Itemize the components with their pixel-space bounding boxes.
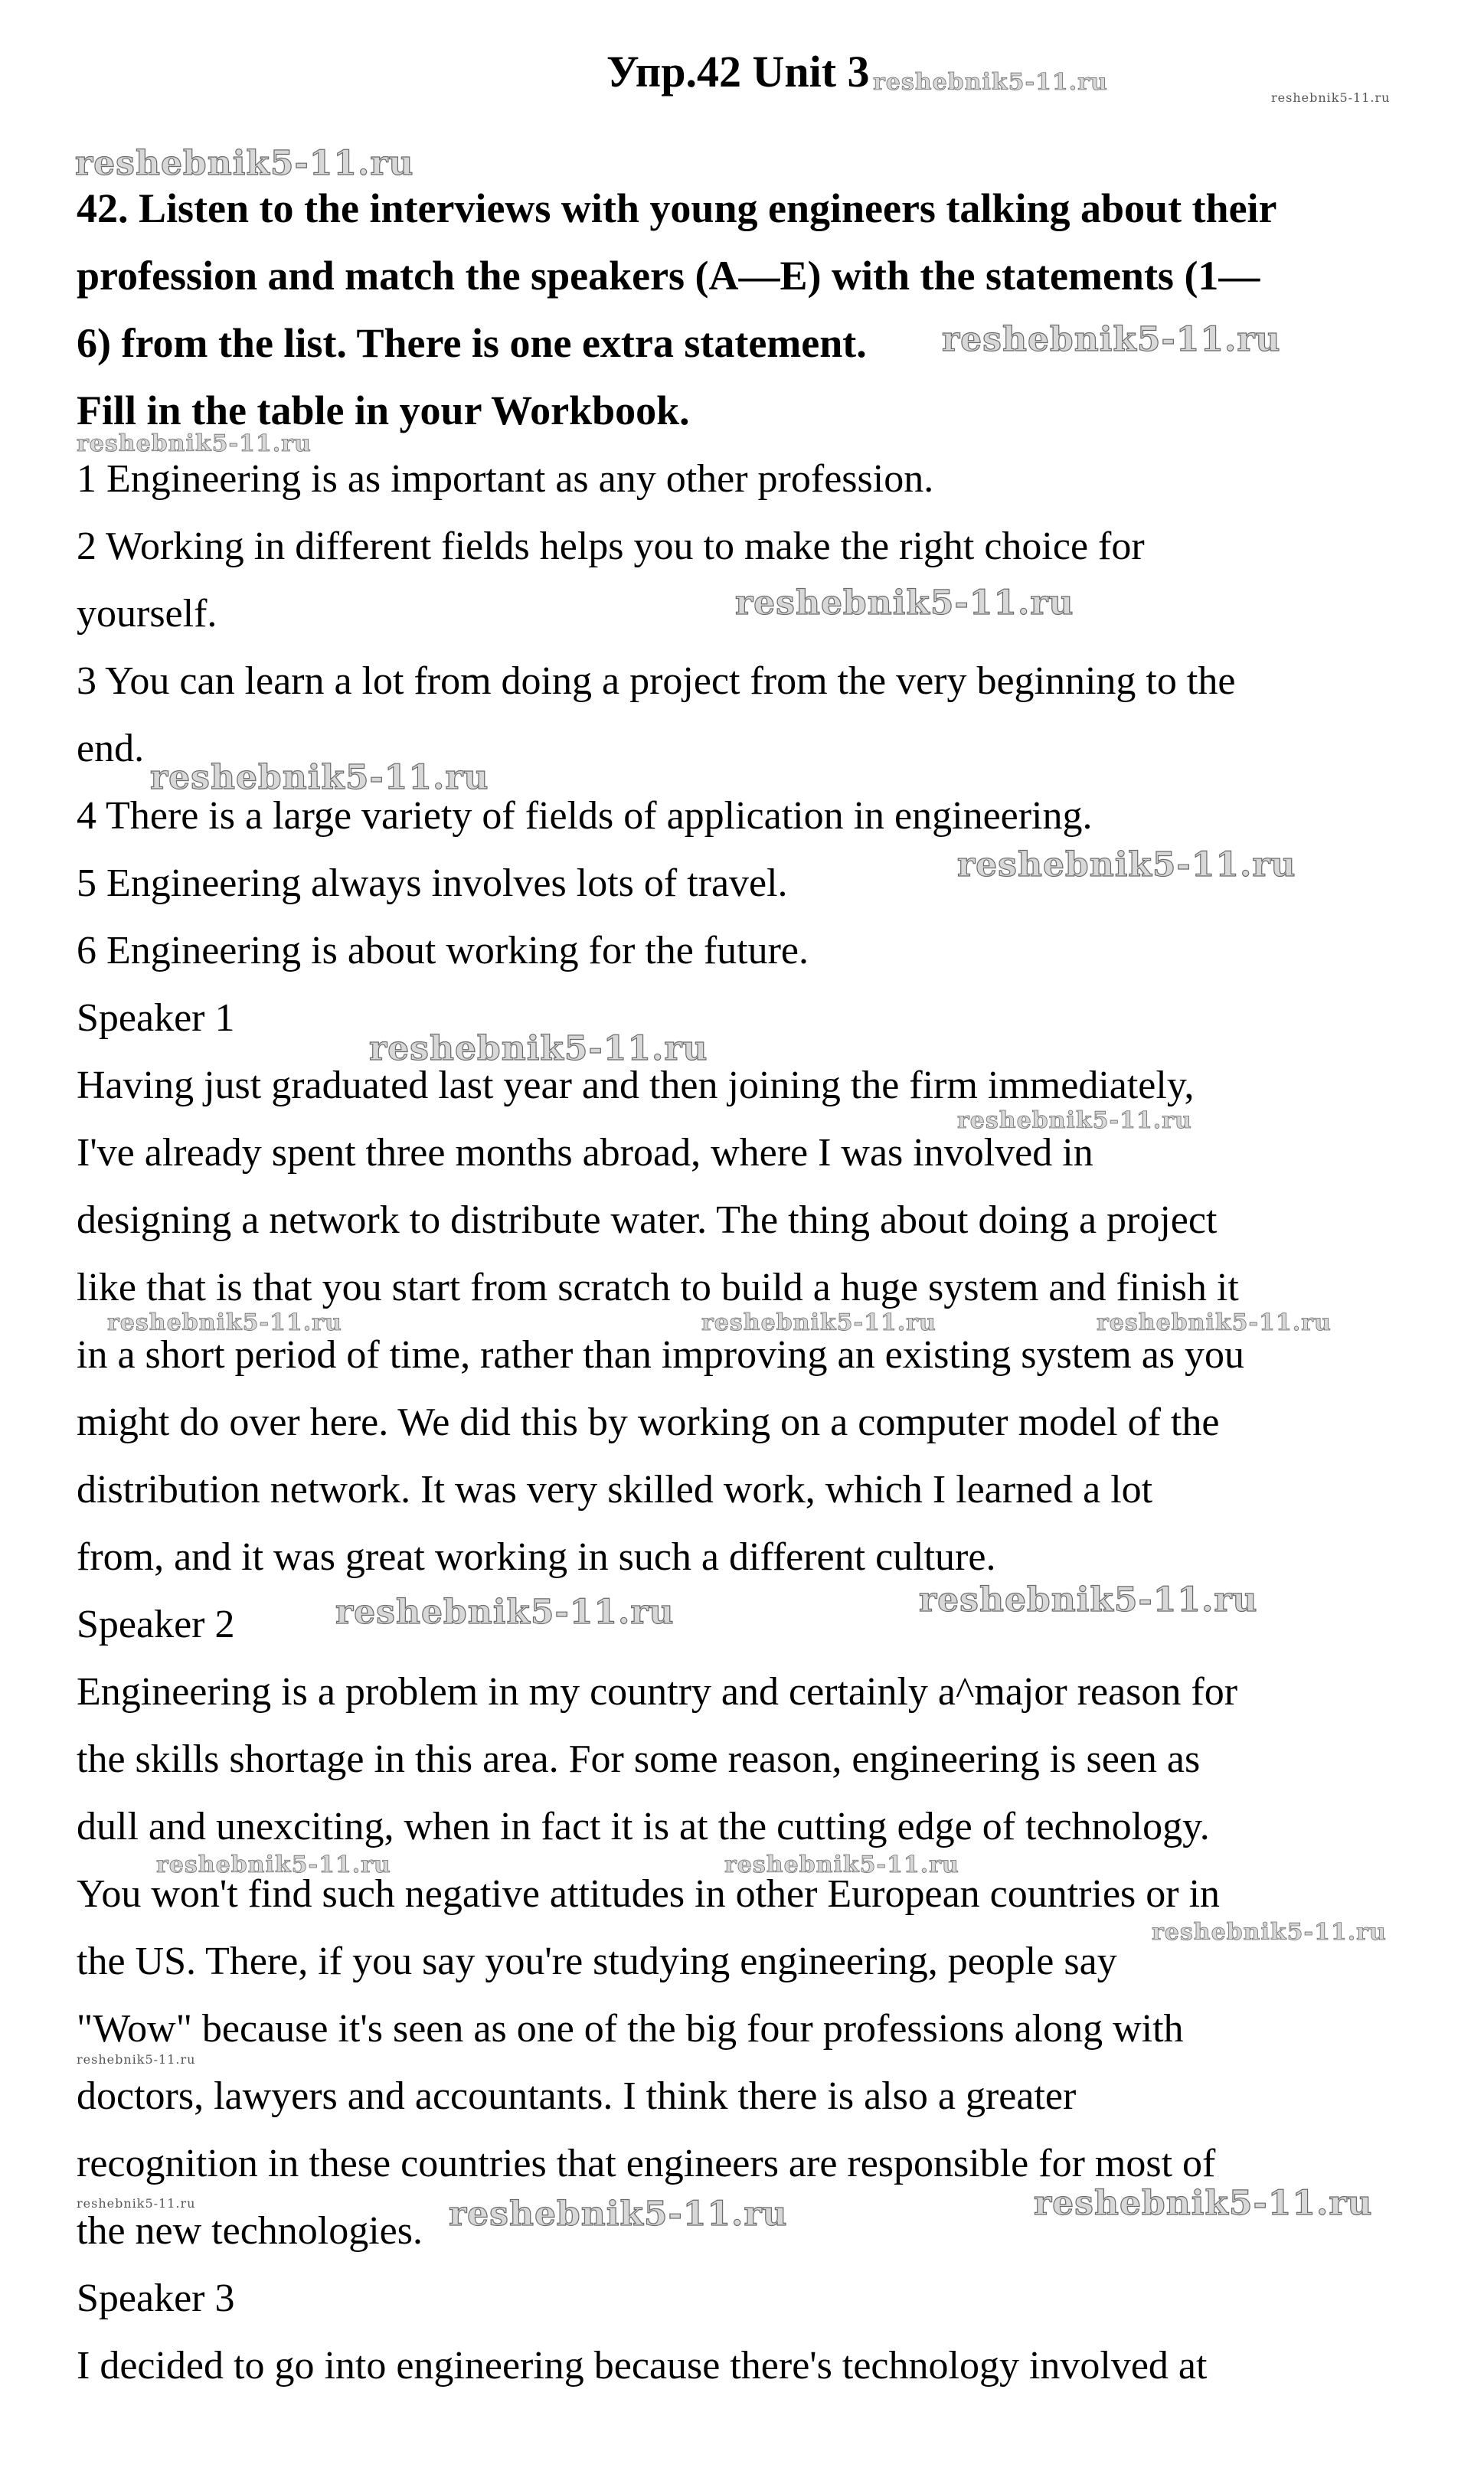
paragraph-line: the skills shortage in this area. For some reason, engineering is seen as	[77, 1737, 1201, 1781]
watermark: reshebnik5-11.ru	[369, 1029, 708, 1068]
watermark: reshebnik5-11.ru	[942, 320, 1281, 359]
watermark: reshebnik5-11.ru	[449, 2195, 788, 2234]
speaker-label: Speaker 1	[77, 996, 235, 1040]
paragraph-line: designing a network to distribute water. The thing about doing a project	[77, 1198, 1218, 1242]
watermark: reshebnik5-11.ru	[1034, 2184, 1373, 2223]
watermark: reshebnik5-11.ru	[1152, 1919, 1387, 1946]
statement-line: end.	[77, 727, 145, 770]
task-line: Fill in the table in your Workbook.	[77, 387, 690, 433]
paragraph-line: Engineering is a problem in my country and certainly a^major reason for	[77, 1670, 1238, 1714]
paragraph-line: You won't find such negative attitudes in other European countries or in	[77, 1872, 1221, 1916]
watermark: reshebnik5-11.ru	[1271, 90, 1391, 105]
page-title: Упр.42 Unit 3	[606, 47, 870, 96]
paragraph-line: doctors, lawyers and accountants. I think there is also a greater	[77, 2074, 1077, 2118]
watermark: reshebnik5-11.ru	[77, 430, 312, 457]
task-line: 6) from the list. There is one extra statement.	[77, 320, 867, 366]
paragraph-line: I've already spent three months abroad, where I was involved in	[77, 1131, 1093, 1175]
watermark: reshebnik5-11.ru	[107, 1309, 342, 1336]
paragraph-line: distribution network. It was very skilled work, which I learned a lot	[77, 1468, 1153, 1512]
watermark: reshebnik5-11.ru	[75, 144, 414, 183]
watermark: reshebnik5-11.ru	[150, 758, 489, 797]
watermark: reshebnik5-11.ru	[735, 583, 1074, 623]
watermark: reshebnik5-11.ru	[77, 2196, 196, 2211]
watermark: reshebnik5-11.ru	[724, 1852, 959, 1878]
paragraph-line: in a short period of time, rather than improving an existing system as you	[77, 1333, 1245, 1377]
statement-line: 2 Working in different fields helps you to make the right choice for	[77, 525, 1145, 568]
watermark: reshebnik5-11.ru	[335, 1593, 675, 1632]
paragraph-line: like that is that you start from scratch to build a huge system and finish it	[77, 1266, 1239, 1309]
statement-line: 1 Engineering is as important as any other profession.	[77, 457, 934, 501]
paragraph-line: I decided to go into engineering because there's technology involved at	[77, 2344, 1208, 2388]
statement-line: yourself.	[77, 592, 217, 636]
paragraph-line: the new technologies.	[77, 2209, 423, 2253]
speaker-label: Speaker 3	[77, 2277, 235, 2320]
watermark: reshebnik5-11.ru	[701, 1309, 936, 1336]
watermark: reshebnik5-11.ru	[957, 845, 1296, 884]
paragraph-line: dull and unexciting, when in fact it is at the cutting edge of technology.	[77, 1805, 1210, 1848]
paragraph-line: might do over here. We did this by working on a computer model of the	[77, 1401, 1220, 1444]
paragraph-line: from, and it was great working in such a different culture.	[77, 1535, 996, 1579]
task-line: profession and match the speakers (A—E) with the statements (1—	[77, 253, 1260, 299]
paragraph-line: Having just graduated last year and then joining the firm immediately,	[77, 1064, 1195, 1107]
watermark: reshebnik5-11.ru	[957, 1107, 1192, 1134]
task-line: 42. Listen to the interviews with young engineers talking about their	[77, 185, 1277, 231]
statement-line: 3 You can learn a lot from doing a project from the very beginning to the	[77, 659, 1236, 703]
paragraph-line: recognition in these countries that engineers are responsible for most of	[77, 2142, 1216, 2185]
watermark: reshebnik5-11.ru	[919, 1580, 1258, 1620]
watermark: reshebnik5-11.ru	[156, 1852, 391, 1878]
watermark: reshebnik5-11.ru	[77, 2052, 196, 2067]
statement-line: 6 Engineering is about working for the future.	[77, 929, 809, 972]
paragraph-line: the US. There, if you say you're studying engineering, people say	[77, 1940, 1117, 1983]
statement-line: 4 There is a large variety of fields of application in engineering.	[77, 794, 1093, 838]
speaker-label: Speaker 2	[77, 1603, 235, 1646]
watermark: reshebnik5-11.ru	[873, 69, 1108, 96]
statement-line: 5 Engineering always involves lots of travel.	[77, 861, 788, 905]
watermark: reshebnik5-11.ru	[1097, 1309, 1332, 1336]
paragraph-line: "Wow" because it's seen as one of the big four professions along with	[77, 2007, 1184, 2051]
